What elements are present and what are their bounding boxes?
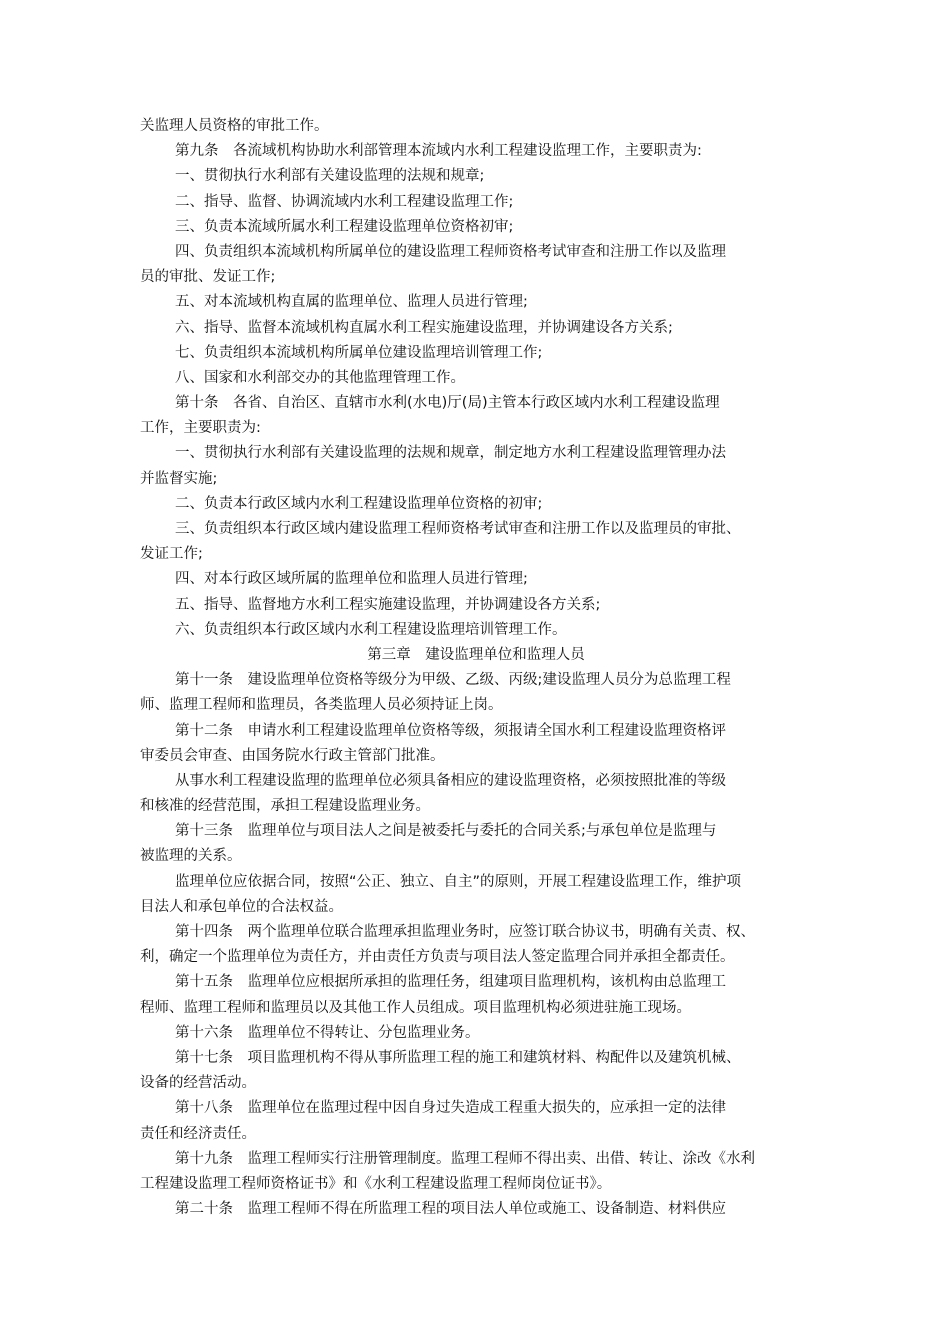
text-line: 八、国家和水利部交办的其他监理管理工作。 [175,369,465,386]
text-line: 二、指导、监督、协调流域内水利工程建设监理工作; [175,193,514,210]
text-line: 第十七条 项目监理机构不得从事所监理工程的施工和建筑材料、构配件以及建筑机械、 [175,1049,741,1066]
text-line: 二、负责本行政区域内水利工程建设监理单位资格的初审; [175,495,543,512]
text-line: 和核准的经营范围，承担工程建设监理业务。 [140,798,430,815]
text-line: 第十四条 两个监理单位联合监理承担监理业务时，应签订联合协议书，明确有关责、权、 [175,924,755,940]
text-line: 五、对本流域机构直属的监理单位、监理人员进行管理; [175,294,528,311]
text-line: 工作，主要职责为: [140,420,261,437]
text-line: 发证工作; [140,546,203,563]
text-line: 第十九条 监理工程师实行注册管理制度。监理工程师不得出卖、出借、转让、涂改《水利 [175,1150,755,1167]
text-line: 四、对本行政区域所属的监理单位和监理人员进行管理; [175,571,528,588]
text-line: 第十条 各省、自治区、直辖市水利(水电)厅(局)主管本行政区域内水利工程建设监理 [175,395,720,412]
text-line: 第二十条 监理工程师不得在所监理工程的项目法人单位或施工、设备制造、材料供应 [175,1201,726,1218]
text-line: 第十六条 监理单位不得转让、分包监理业务。 [175,1024,480,1041]
text-line: 利，确定一个监理单位为责任方，并由责任方负责与项目法人签定监理合同并承担全都责任。 [140,949,735,966]
text-line: 师、监理工程师和监理员，各类监理人员必须持证上岗。 [140,697,503,714]
text-line: 一、贯彻执行水利部有关建设监理的法规和规章; [175,168,485,185]
text-line: 并监督实施; [140,470,218,487]
text-line: 目法人和承包单位的合法权益。 [140,898,343,915]
text-line: 第十三条 监理单位与项目法人之间是被委托与委托的合同关系;与承包单位是监理与 [175,823,717,840]
text-line: 责任和经济责任。 [140,1125,256,1142]
text-line: 五、指导、监督地方水利工程实施建设监理，并协调建设各方关系; [175,596,601,613]
text-line: 监理单位应依据合同，按照“公正、独立、自主”的原则，开展工程建设监理工作，维护项 [175,873,742,890]
text-line: 程师、监理工程师和监理员以及其他工作人员组成。项目监理机构必须进驻施工现场。 [140,999,691,1016]
text-line: 关监理人员资格的审批工作。 [140,118,329,134]
text-line: 被监理的关系。 [140,848,242,865]
document-body [140,114,812,1222]
text-line: 一、贯彻执行水利部有关建设监理的法规和规章，制定地方水利工程建设监理管理办法 [175,445,726,462]
text-line: 工程建设监理工程师资格证书》和《水利工程建设监理工程师岗位证书》。 [140,1175,612,1192]
text-line: 四、负责组织本流域机构所属单位的建设监理工程师资格考试审查和注册工作以及监理 [175,243,726,260]
text-line: 设备的经营活动。 [140,1075,256,1092]
text-line: 第十一条 建设监理单位资格等级分为甲级、乙级、丙级;建设监理人员分为总监理工程 [175,672,731,689]
text-line: 第十八条 监理单位在监理过程中因自身过失造成工程重大损失的，应承担一定的法律 [175,1100,726,1117]
text-line: 从事水利工程建设监理的监理单位必须具备相应的建设监理资格，必须按照批准的等级 [175,772,726,789]
text-line: 三、负责本流域所属水利工程建设监理单位资格初审; [175,218,514,235]
text-line: 三、负责组织本行政区域内建设监理工程师资格考试审查和注册工作以及监理员的审批、 [175,521,741,537]
text-line: 员的审批、发证工作; [140,269,276,286]
text-line: 审委员会审查、由国务院水行政主管部门批准。 [140,747,445,764]
text-line: 六、指导、监督本流域机构直属水利工程实施建设监理，并协调建设各方关系; [175,319,673,336]
chapter-heading: 第三章 建设监理单位和监理人员 [367,646,585,663]
text-line: 第九条 各流域机构协助水利部管理本流域内水利工程建设监理工作，主要职责为: [175,143,702,160]
text-line: 六、负责组织本行政区域内水利工程建设监理培训管理工作。 [175,621,567,638]
text-line: 七、负责组织本流域机构所属单位建设监理培训管理工作; [175,344,543,361]
text-line: 第十二条 申请水利工程建设监理单位资格等级，须报请全国水利工程建设监理资格评 [175,722,726,739]
text-line: 第十五条 监理单位应根据所承担的监理任务，组建项目监理机构，该机构由总监理工 [175,974,726,991]
